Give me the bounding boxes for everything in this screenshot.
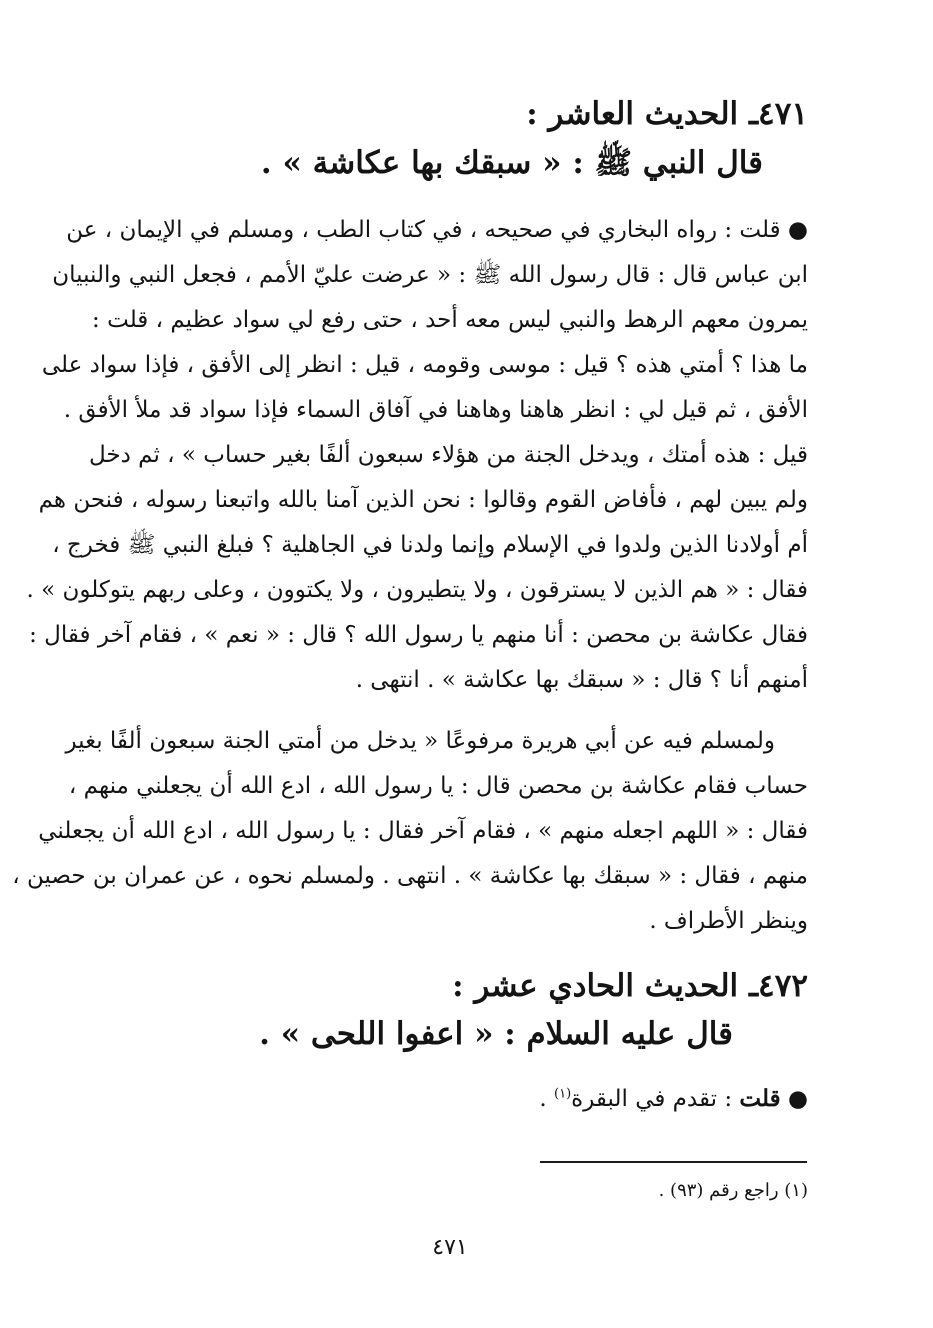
hadith-471-quote: قال النبي ﷺ : « سبقك بها عكاشة » . xyxy=(260,145,763,181)
body-line: ولمسلم فيه عن أبي هريرة مرفوعًا « يدخل من أمتي الجنة سبعون ألفًا بغير xyxy=(65,728,775,754)
footnote-reference: (١) xyxy=(554,1086,572,1102)
body-line: قيل : هذه أمتك ، ويدخل الجنة من هؤلاء سبعون ألفًا بغير حساب » ، ثم دخل xyxy=(88,442,808,468)
body-line: وينظر الأطراف . xyxy=(649,908,808,934)
note-end: . xyxy=(539,1086,555,1112)
body-line: فقال : « هم الذين لا يسترقون ، ولا يتطيرون ، ولا يكتوون ، وعلى ربهم يتوكلون » . xyxy=(26,577,808,603)
note-text: : تقدم في البقرة xyxy=(571,1086,740,1112)
body-line: فقال : « اللهم اجعله منهم » ، فقام آخر فقال : يا رسول الله ، ادع الله أن يجعلني xyxy=(38,818,808,844)
hadith-471-heading: ٤٧١ـ الحديث العاشر : xyxy=(526,96,808,132)
body-line: فقال عكاشة بن محصن : أنا منهم يا رسول الله ؟ قال : « نعم » ، فقام آخر فقال : xyxy=(29,622,808,648)
body-line: الأفق ، ثم قيل لي : انظر هاهنا وهاهنا في آفاق السماء فإذا سواد قد ملأ الأفق . xyxy=(63,397,808,423)
body-line: يمرون معهم الرهط والنبي ليس معه أحد ، حتى رفع لي سواد عظيم ، قلت : xyxy=(92,307,808,333)
body-line: منهم ، فقال : « سبقك بها عكاشة » . انتهى . ولمسلم نحوه ، عن عمران بن حصين ، xyxy=(12,863,808,889)
body-line: حساب فقام عكاشة بن محصن قال : يا رسول الله ، ادع الله أن يجعلني منهم ، xyxy=(68,773,808,799)
note-label: قلت xyxy=(739,1085,781,1112)
body-line: ما هذا ؟ أمتي هذه ؟ قيل : موسى وقومه ، قيل : انظر إلى الأفق ، فإذا سواد على xyxy=(41,352,808,378)
page-number: ٤٧١ xyxy=(432,1235,468,1260)
hadith-472-quote: قال عليه السلام : « اعفوا اللحى » . xyxy=(259,1016,733,1052)
body-line: ابن عباس قال : قال رسول الله ﷺ : « عرضت عليّ الأمم ، فجعل النبي والنبيان xyxy=(52,262,808,288)
body-line: ● قلت : رواه البخاري في صحيحه ، في كتاب الطب ، ومسلم في الإيمان ، عن xyxy=(66,217,808,243)
body-line: ولم يبين لهم ، فأفاض القوم وقالوا : نحن الذين آمنا بالله واتبعنا رسوله ، فنحن هم xyxy=(38,487,808,513)
body-line: أم أولادنا الذين ولدوا في الإسلام وإنما ولدنا في الجاهلية ؟ فبلغ النبي ﷺ فخرج ، xyxy=(52,532,808,558)
bullet-icon: ● xyxy=(787,1085,808,1112)
hadith-472-note xyxy=(539,1085,808,1114)
body-line: أمنهم أنا ؟ قال : « سبقك بها عكاشة » . انتهى . xyxy=(355,667,808,693)
footnote: (١) راجع رقم (٩٣) . xyxy=(658,1180,808,1201)
footnote-divider xyxy=(540,1161,807,1163)
hadith-472-heading: ٤٧٢ـ الحديث الحادي عشر : xyxy=(452,968,808,1004)
